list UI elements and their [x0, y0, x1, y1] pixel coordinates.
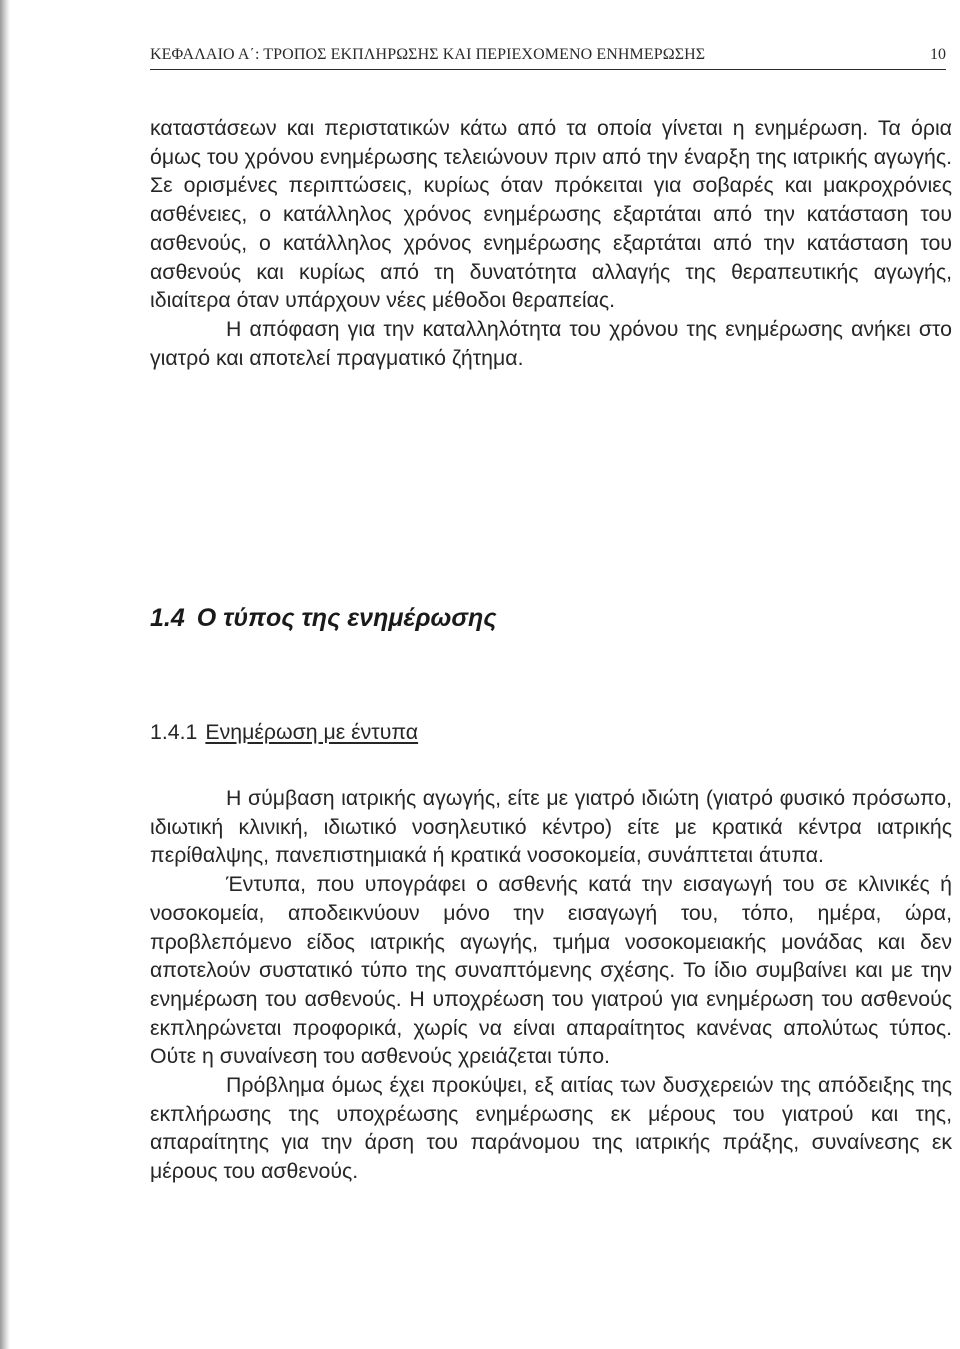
- section-number: 1.4: [150, 604, 185, 632]
- chapter-title: ΚΕΦΑΛΑΙΟ Α΄: ΤΡΟΠΟΣ ΕΚΠΛΗΡΩΣΗΣ ΚΑΙ ΠΕΡΙΕΧΟΜΕΝΟ ΕΝΗΜΕΡΩΣΗΣ: [150, 46, 706, 63]
- page-binding-edge: [0, 0, 10, 1349]
- body-text-top: [150, 114, 952, 372]
- running-header: [150, 46, 946, 70]
- subsection-heading: [150, 720, 418, 745]
- section-title: Ο τύπος της ενημέρωσης: [196, 604, 497, 632]
- subsection-number: 1.4.1: [150, 720, 198, 744]
- subsection-title: Ενημέρωση με έντυπα: [205, 720, 419, 744]
- paragraph: Η απόφαση για την καταλληλότητα του χρόνου της ενημέρωσης ανήκει στο γιατρό και αποτελεί πραγματικό ζήτημα.: [150, 316, 952, 370]
- paragraph: καταστάσεων και περιστατικών κάτω από τα οποία γίνεται η ενημέρωση. Τα όρια όμως του χρόνου ενημέρωσης τελειώνουν πριν από την έναρξη της ιατρικής αγωγής. Σε ορισμένες περιπτώσεις, κυρίως όταν πρόκειται για σοβαρές και μακροχρόνιες ασθένειες, ο κατάλληλος χρόνος ενημέρωσης εξαρτάται από την κατάσταση του ασθενούς, ο κατάλληλος χρόνος ενημέρωσης εξαρτάται από την κατάσταση του ασθενούς και κυρίως από τη δυνατότητα αλλαγής της θεραπευτικής αγωγής, ιδιαίτερα όταν υπάρχουν νέες μέθοδοι θεραπείας.: [150, 116, 952, 313]
- page-number: 10: [930, 46, 946, 63]
- paragraph: Η σύμβαση ιατρικής αγωγής, είτε με γιατρό ιδιώτη (γιατρό φυσικό πρόσωπο, ιδιωτική κλινική, ιδιωτικό νοσηλευτικό κέντρο) είτε με κρατικά κέντρα ιατρικής περίθαλψης, πανεπιστημιακά ή κρατικά νοσοκομεία, συνάπτεται άτυπα.: [150, 786, 952, 868]
- body-text-bottom: [150, 784, 952, 1186]
- section-heading: [150, 604, 497, 633]
- paragraph: Πρόβλημα όμως έχει προκύψει, εξ αιτίας των δυσχερειών της απόδειξης της εκπλήρωσης της υποχρέωσης ενημέρωσης εκ μέρους του γιατρού και της, απαραίτητης για την άρση του παράνομου της ιατρικής πράξης, συναίνεσης εκ μέρους του ασθενούς.: [150, 1073, 952, 1184]
- paragraph: Έντυπα, που υπογράφει ο ασθενής κατά την εισαγωγή του σε κλινικές ή νοσοκομεία, αποδεικνύουν μόνο την εισαγωγή του, τόπο, ημέρα, ώρα, προβλεπόμενο είδος ιατρικής αγωγής, τμήμα νοσοκομειακής μονάδας και δεν αποτελούν συστατικό τύπο της συναπτόμενης σχέσης. Το ίδιο συμβαίνει και με την ενημέρωση του ασθενούς. Η υποχρέωση του γιατρού για ενημέρωση του ασθενούς εκπληρώνεται προφορικά, χωρίς να είναι απαραίτητος κανένας απολύτως τύπος. Ούτε η συναίνεση του ασθενούς χρειάζεται τύπο.: [150, 872, 952, 1069]
